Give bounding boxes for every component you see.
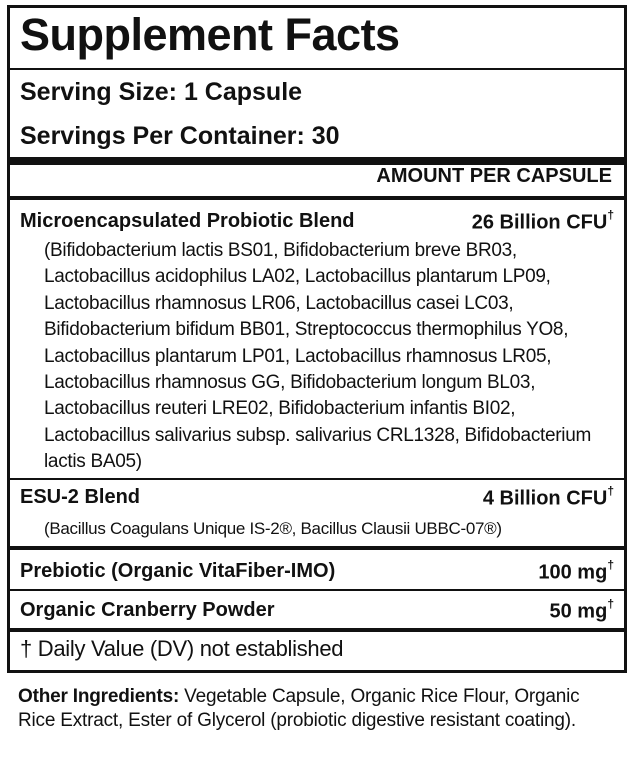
serving-size: Serving Size: 1 Capsule	[20, 78, 303, 106]
row-divider	[10, 546, 624, 550]
supplement-facts-panel	[7, 5, 627, 673]
amount-header: AMOUNT PER CAPSULE	[376, 165, 612, 187]
dagger-mark: †	[607, 558, 614, 572]
dagger-mark: †	[607, 208, 614, 222]
row-amount-esu2-blend: 4 Billion CFU†	[482, 484, 614, 510]
row-divider	[10, 589, 624, 591]
row-name-cranberry: Organic Cranberry Powder	[20, 599, 275, 621]
servings-per-container: Servings Per Container: 30	[20, 122, 340, 150]
row-amount-cranberry: 50 mg†	[549, 597, 614, 623]
header-divider	[10, 196, 624, 200]
title-divider	[10, 68, 624, 70]
row-name-probiotic-blend: Microencapsulated Probiotic Blend	[20, 210, 355, 232]
row-name-esu2-blend: ESU-2 Blend	[20, 486, 141, 508]
serving-divider	[10, 157, 624, 165]
other-ingredients-label: Other Ingredients:	[18, 686, 180, 707]
footnote-divider	[10, 628, 624, 632]
row-divider	[10, 478, 624, 480]
row-name-prebiotic: Prebiotic (Organic VitaFiber-IMO)	[20, 560, 336, 582]
row-amount-probiotic-blend: 26 Billion CFU†	[471, 208, 614, 234]
other-ingredients	[18, 685, 618, 733]
row-amount-prebiotic: 100 mg†	[538, 558, 614, 584]
daily-value-footnote: † Daily Value (DV) not established	[20, 636, 344, 661]
esu2-blend-strains: (Bacillus Coagulans Unique IS-2®, Bacillus Clausii UBBC-07®)	[44, 519, 502, 538]
panel-title: Supplement Facts	[20, 9, 400, 60]
dagger-mark: †	[607, 597, 614, 611]
probiotic-blend-strains: (Bifidobacterium lactis BS01, Bifidobacterium breve BR03, Lactobacillus acidophilus LA02, Lactobacillus plantarum LP09, Lactobacillus rhamnosus LR06, Lactobacillus casei LC03, Bifidobacterium bifidum BB01, Streptococcus thermophilus YO8, Lactobacillus plantarum LP01, Lactobacillus rhamnosus LR05, Lactobacillus rhamnosus GG, Bifidobacterium longum BL03, Lactobacillus reuteri LRE02, Bifidobacterium infantis BI02, Lactobacillus salivarius subsp. salivarius CRL1328, Bifidobacterium lactis BA05)	[44, 240, 592, 473]
other-ingredients-text: Vegetable Capsule, Organic Rice Flour, Organic Rice Extract, Ester of Glycerol (probiotic digestive resistant coating).	[18, 686, 580, 731]
dagger-mark: †	[607, 484, 614, 498]
